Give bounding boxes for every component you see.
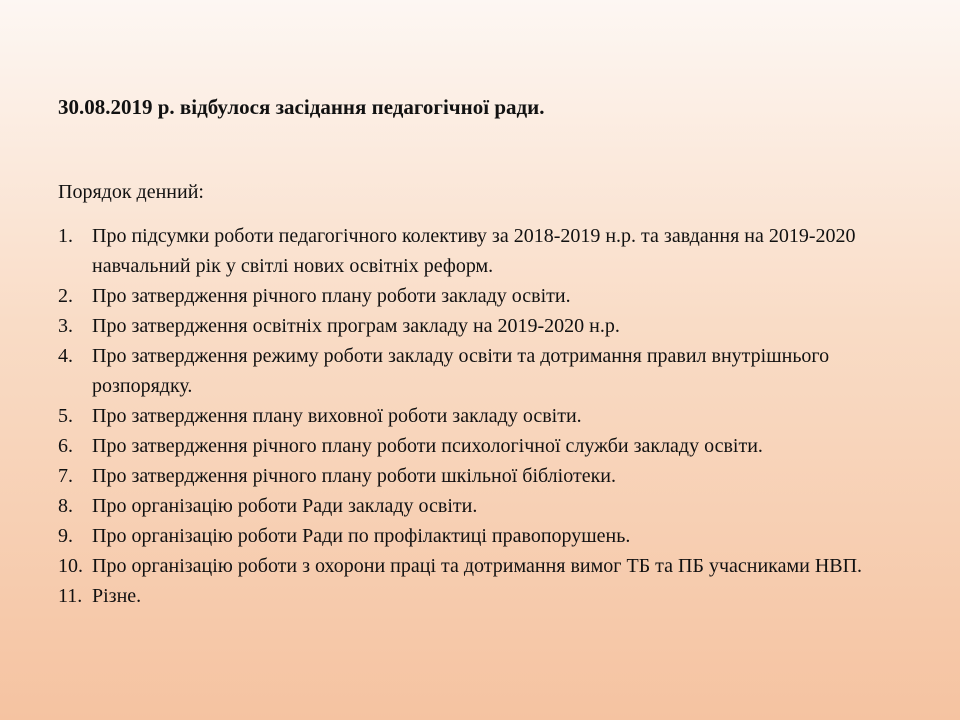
agenda-item — [58, 401, 918, 431]
agenda-item-number: 6. — [58, 435, 73, 457]
agenda-item — [58, 281, 918, 311]
agenda-item-number: 8. — [58, 495, 73, 517]
agenda-item-text: Про організацію роботи з охорони праці та дотримання вимог ТБ та ПБ учасниками НВП. — [92, 555, 863, 577]
agenda-item — [58, 461, 918, 491]
agenda-item-number: 4. — [58, 345, 73, 367]
agenda-item — [58, 491, 918, 521]
agenda-item-number: 3. — [58, 315, 73, 337]
agenda-heading: Порядок денний: — [58, 181, 204, 203]
agenda-item-text: Різне. — [92, 585, 142, 607]
agenda-item-number: 9. — [58, 525, 73, 547]
agenda-item-text: Про затвердження плану виховної роботи закладу освіти. — [92, 405, 582, 427]
agenda-item-number: 7. — [58, 465, 73, 487]
agenda-item-number: 11. — [58, 585, 83, 607]
agenda-item-text: Про підсумки роботи педагогічного колективу за 2018-2019 н.р. та завдання на 2019-2020 навчальний рік у світлі нових освітніх реформ. — [92, 225, 856, 277]
agenda-item-text: Про організацію роботи Ради закладу освіти. — [92, 495, 478, 517]
agenda-item — [58, 551, 918, 581]
agenda-item — [58, 221, 918, 281]
agenda-item — [58, 521, 918, 551]
agenda-item-text: Про затвердження режиму роботи закладу освіти та дотримання правил внутрішнього розпорядку. — [92, 345, 830, 397]
agenda-list — [58, 221, 918, 611]
agenda-item-number: 10. — [58, 555, 83, 577]
agenda-item-number: 5. — [58, 405, 73, 427]
agenda-item-text: Про затвердження річного плану роботи закладу освіти. — [92, 285, 571, 307]
agenda-item — [58, 431, 918, 461]
agenda-item-text: Про затвердження освітніх програм закладу на 2019-2020 н.р. — [92, 315, 620, 337]
agenda-item — [58, 311, 918, 341]
agenda-item — [58, 581, 918, 611]
agenda-item — [58, 341, 918, 401]
agenda-item-text: Про затвердження річного плану роботи психологічної служби закладу освіти. — [92, 435, 763, 457]
agenda-item-text: Про затвердження річного плану роботи шкільної бібліотеки. — [92, 465, 616, 487]
agenda-item-text: Про організацію роботи Ради по профілактиці правопорушень. — [92, 525, 631, 547]
agenda-item-number: 1. — [58, 225, 73, 247]
slide-title: 30.08.2019 р. відбулося засідання педагогічної ради. — [58, 95, 545, 119]
agenda-item-number: 2. — [58, 285, 73, 307]
